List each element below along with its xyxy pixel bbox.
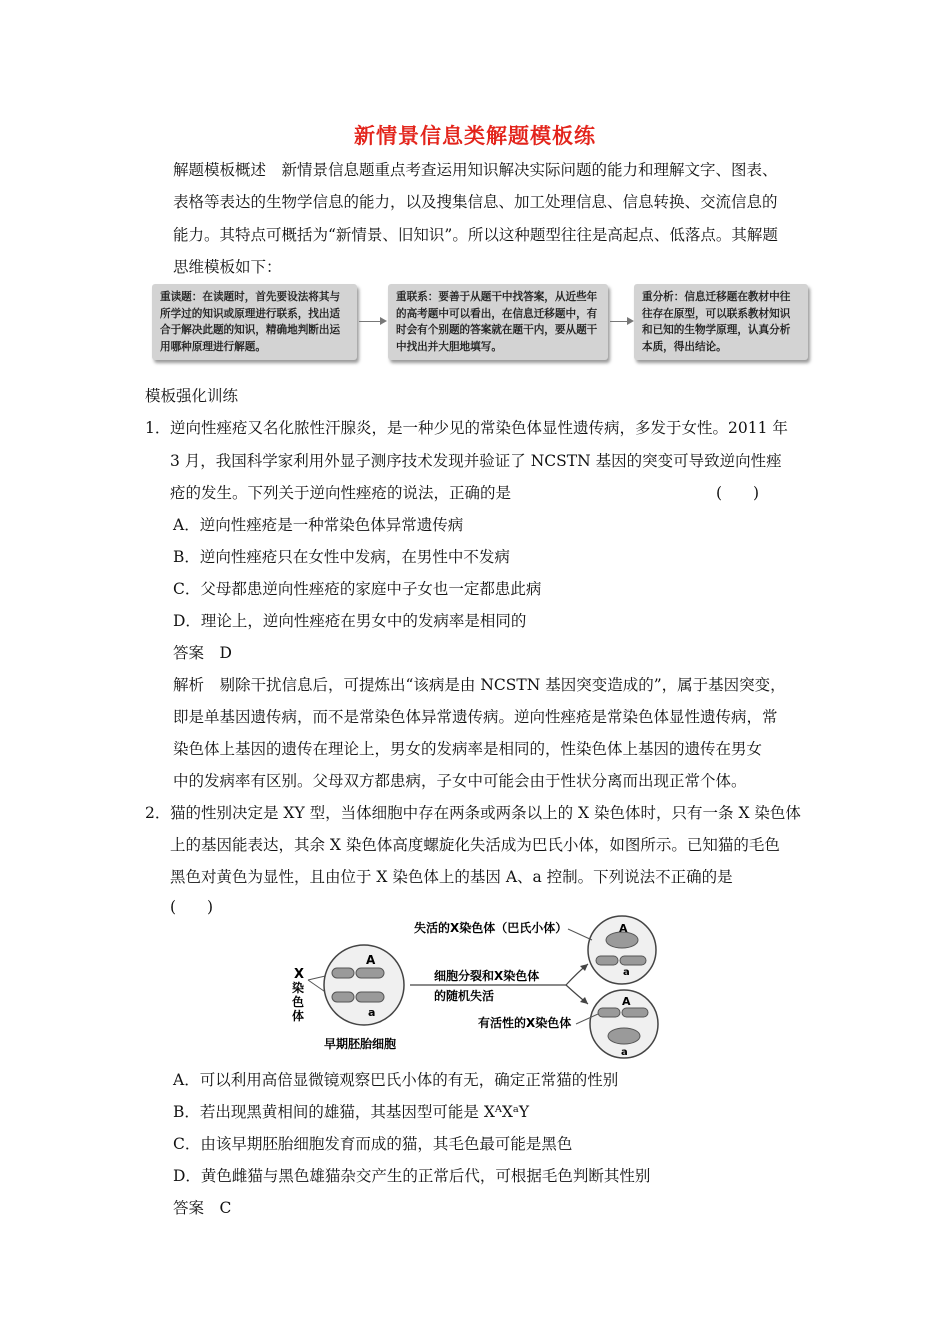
chromosome <box>356 968 384 978</box>
chromosome-label: 染色体 <box>292 981 305 1023</box>
chromosome <box>356 992 384 1002</box>
arrow-icon <box>610 321 632 322</box>
allele-A-label: A <box>622 995 631 1008</box>
embryo-cell <box>324 945 404 1025</box>
q1-analysis-line: 即是单基因遗传病，而不是常染色体异常遗传病。逆向性痤疮是常染色体显性遗传病，常 <box>173 708 778 726</box>
q2-option: B．若出现黑黄相间的雄猫，其基因型可能是 XᴬXᵃY <box>173 1103 530 1121</box>
q2-stem-line: 上的基因能表达，其余 X 染色体高度螺旋化失活成为巴氏小体，如图所示。已知猫的毛色 <box>170 836 780 854</box>
q1-option: B．逆向性痤疮只在女性中发病，在男性中不发病 <box>173 548 510 566</box>
flow-step-analyze: 重分析：信息迁移题在教材中往往存在原型，可以联系教材知识和已知的生物学原理，认真分析本质，得出结论。 <box>634 284 808 360</box>
arrow-icon <box>359 321 385 322</box>
flow-step-connect: 重联系：要善于从题干中找答案，从近些年的高考题中可以看出，在信息迁移题中，有时会有个别题的答案就在题干内，要从题干中找出并大胆地填写。 <box>388 284 608 360</box>
allele-A-label: A <box>619 922 628 935</box>
overview-line: 解题模板概述 新情景信息题重点考查运用知识解决实际问题的能力和理解文字、图表、 <box>173 161 778 179</box>
q2-stem-line: 猫的性别决定是 XY 型，当体细胞中存在两条或两条以上的 X 染色体时，只有一条 X 染色体 <box>170 804 801 822</box>
q1-answer: 答案 D <box>173 644 232 662</box>
process-label: 的随机失活 <box>434 989 495 1003</box>
chromosome <box>332 968 354 978</box>
question-number: 2． <box>145 804 171 822</box>
q2-option: C．由该早期胚胎细胞发育而成的猫，其毛色最可能是黑色 <box>173 1135 573 1153</box>
q1-stem-line: 疮的发生。下列关于逆向性痤疮的说法，正确的是 <box>170 484 512 502</box>
x-label: X <box>294 967 305 982</box>
overview-line: 思维模板如下： <box>173 258 282 276</box>
q2-stem-line: 黑色对黄色为显性，且由位于 X 染色体上的基因 A、a 控制。下列说法不正确的是 <box>170 868 733 886</box>
allele-a-label: a <box>368 1006 376 1019</box>
q2-answer: 答案 C <box>173 1199 232 1217</box>
answer-bracket: ( ) <box>716 484 760 502</box>
overview-line: 表格等表达的生物学信息的能力，以及搜集信息、加工处理信息、信息转换、交流信息的 <box>173 193 778 211</box>
q1-stem-line: 逆向性痤疮又名化脓性汗腺炎，是一种少见的常染色体显性遗传病，多发于女性。2011 年 <box>170 419 788 437</box>
chromosome <box>620 956 646 965</box>
barr-body <box>608 1028 640 1044</box>
allele-a-label: a <box>621 1047 628 1058</box>
question-number: 1． <box>145 419 171 437</box>
allele-a-label: a <box>623 967 630 978</box>
q1-option: A．逆向性痤疮是一种常染色体异常遗传病 <box>173 516 464 534</box>
chromosome <box>622 1008 648 1017</box>
template-flowchart <box>152 284 808 364</box>
q1-option: D．理论上，逆向性痤疮在男女中的发病率是相同的 <box>173 612 527 630</box>
inactive-x-label: 失活的X染色体（巴氏小体） <box>414 921 568 935</box>
flow-step-reread: 重读题：在读题时，首先要设法将其与所学过的知识或原理进行联系，找出适合于解决此题的知识，精确地判断出运用哪种原理进行解题。 <box>152 284 357 360</box>
section-heading: 模板强化训练 <box>145 387 239 405</box>
page-title: 新情景信息类解题模板练 <box>354 124 596 148</box>
overview-line: 能力。其特点可概括为“新情景、旧知识”。所以这种题型往往是高起点、低落点。其解题 <box>173 226 778 244</box>
embryo-cell-label: 早期胚胎细胞 <box>324 1037 397 1051</box>
q1-stem-line: 3 月，我国科学家利用外显子测序技术发现并验证了 NCSTN 基因的突变可导致逆向性痤 <box>170 452 782 470</box>
q2-option: A．可以利用高倍显微镜观察巴氏小体的有无，确定正常猫的性别 <box>173 1071 619 1089</box>
active-x-label: 有活性的X染色体 <box>478 1016 572 1030</box>
q1-analysis-line: 解析 剔除干扰信息后，可提炼出“该病是由 NCSTN 基因突变造成的”，属于基因突变， <box>173 676 786 694</box>
q1-option: C．父母都患逆向性痤疮的家庭中子女也一定都患此病 <box>173 580 542 598</box>
chromosome <box>332 992 354 1002</box>
q2-option: D．黄色雌猫与黑色雄猫杂交产生的正常后代，可根据毛色判断其性别 <box>173 1167 651 1185</box>
x-inactivation-diagram <box>286 912 666 1062</box>
answer-bracket: ( ) <box>170 898 214 916</box>
process-label: 细胞分裂和X染色体 <box>434 969 540 983</box>
allele-A-label: A <box>366 953 376 967</box>
q1-analysis-line: 中的发病率有区别。父母双方都患病，子女中可能会由于性状分离而出现正常个体。 <box>173 772 747 790</box>
q1-analysis-line: 染色体上基因的遗传在理论上，男女的发病率是相同的，性染色体上基因的遗传在男女 <box>173 740 763 758</box>
chromosome <box>598 1008 620 1017</box>
chromosome <box>596 956 618 965</box>
